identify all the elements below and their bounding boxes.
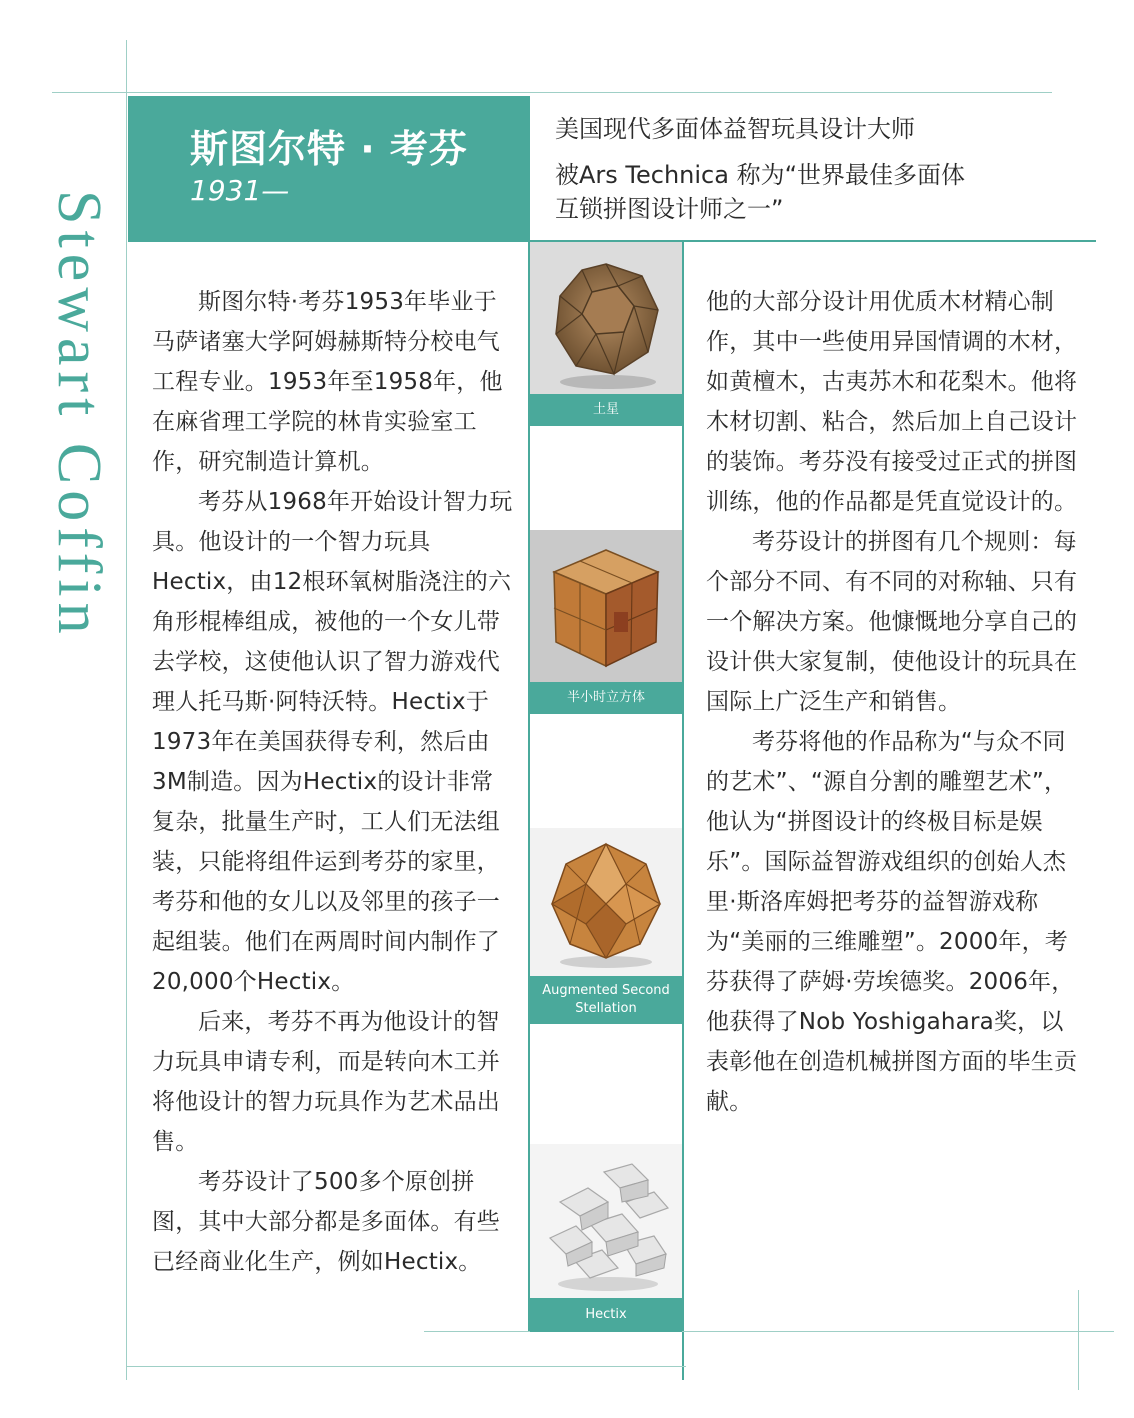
subtitle-line: 美国现代多面体益智玩具设计大师: [555, 115, 915, 143]
rule-top: [52, 92, 1052, 93]
paragraph: 考芬设计的拼图有几个规则：每个部分不同、有不同的对称轴、只有一个解决方案。他慷慨地分享自己的设计供大家复制，使他设计的玩具在国际上广泛生产和销售。: [706, 529, 1078, 715]
paragraph: 考芬将他的作品称为“与众不同的艺术”、“源自分割的雕塑艺术”，他认为“拼图设计的终极目标是娱乐”。国际益智游戏组织的创始人杰里·斯洛库姆把考芬的益智游戏称为“美丽的三维雕塑”。2000年，考芬获得了萨姆·劳埃德奖。2006年，他获得了Nob Yoshigahara奖，以表彰他在创造机械拼图方面的毕生贡献。: [706, 729, 1078, 1115]
person-years: 1931—: [190, 174, 290, 207]
photo-caption: Augmented Second Stellation: [530, 976, 682, 1024]
vertical-title: Stewart Coffin: [45, 190, 113, 640]
paragraph: 后来，考芬不再为他设计的智力玩具申请专利，而是转向木工并将他设计的智力玩具作为艺术品出售。: [152, 1009, 500, 1155]
paragraph: 斯图尔特·考芬1953年毕业于马萨诸塞大学阿姆赫斯特分校电气工程专业。1953年至1958年，他在麻省理工学院的林肯实验室工作，研究制造计算机。: [152, 289, 503, 475]
subtitle-line: 互锁拼图设计师之一”: [555, 195, 784, 223]
left-column: [152, 282, 514, 1282]
subtitle: [555, 112, 1095, 226]
paragraph: 他的大部分设计用优质木材精心制作，其中一些使用异国情调的木材，如黄檀木，古夷苏木和花梨木。他将木材切割、粘合，然后加上自己设计的装饰。考芬没有接受过正式的拼图训练，他的作品都是凭直觉设计的。: [706, 289, 1078, 515]
rule-right-vertical: [682, 240, 684, 1380]
hectix-puzzle-photo: [530, 1144, 682, 1298]
photo-caption: Hectix: [530, 1298, 682, 1332]
rule-right-outer: [1078, 1290, 1079, 1390]
right-column: [706, 282, 1082, 1122]
paragraph: 考芬设计了500多个原创拼图，其中大部分都是多面体。有些已经商业化生产，例如Hectix。: [152, 1169, 500, 1275]
header-box: [128, 96, 528, 240]
person-name: 斯图尔特 · 考芬: [190, 127, 468, 171]
subtitle-line: 被Ars Technica 称为“世界最佳多面体: [555, 161, 966, 189]
rule-bottom-2: [126, 1366, 686, 1367]
rule-left-vertical: [126, 40, 127, 1380]
half-hour-cube-photo: [530, 530, 682, 682]
augmented-second-stellation-photo: [530, 828, 682, 976]
photo-caption: 半小时立方体: [530, 682, 682, 714]
saturn-puzzle-photo: [530, 242, 682, 394]
rule-bottom: [424, 1331, 1114, 1332]
photo-caption: 土星: [530, 394, 682, 426]
paragraph: 考芬从1968年开始设计智力玩具。他设计的一个智力玩具Hectix，由12根环氧树脂浇注的六角形棍棒组成，被他的一个女儿带去学校，这使他认识了智力游戏代理人托马斯·阿特沃特。Hectix于1973年在美国获得专利，然后由3M制造。因为Hectix的设计非常复杂，批量生产时，工人们无法组装，只能将组件运到考芬的家里，考芬和他的女儿以及邻里的孩子一起组装。他们在两周时间内制作了20,000个Hectix。: [152, 489, 513, 995]
